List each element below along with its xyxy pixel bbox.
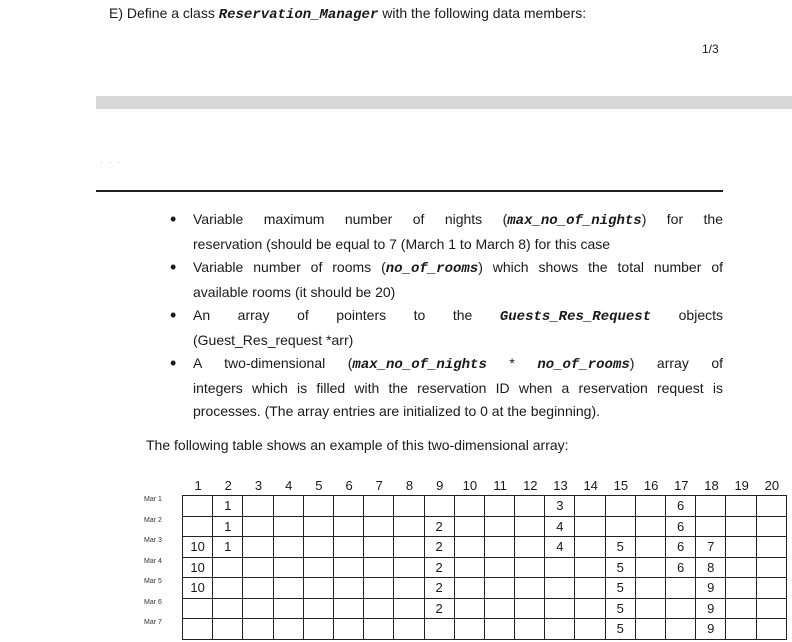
- row-label: Mar 6: [144, 598, 162, 606]
- page-divider-band: [96, 96, 792, 109]
- table-cell: [666, 578, 696, 599]
- exercise-heading: [109, 5, 586, 23]
- table-cell: [454, 557, 484, 578]
- table-cell: 8: [696, 557, 726, 578]
- table-cell: 10: [183, 537, 213, 558]
- table-cell: 5: [605, 578, 635, 599]
- table-cell: [726, 537, 756, 558]
- table-cell: [454, 496, 484, 517]
- table-cell: [635, 557, 665, 578]
- table-cell: 3: [545, 496, 575, 517]
- table-cell: [575, 496, 605, 517]
- table-cell: [243, 619, 273, 640]
- column-header: 5: [315, 478, 323, 493]
- table-cell: [243, 557, 273, 578]
- column-header: 1: [194, 478, 202, 493]
- table-cell: [484, 598, 514, 619]
- table-cell: [364, 496, 394, 517]
- table-cell: [696, 516, 726, 537]
- bullet-line: processes. (The array entries are initialized to 0 at the beginning).: [193, 403, 600, 419]
- table-cell: [333, 537, 363, 558]
- table-cell: 1: [213, 516, 243, 537]
- identifier-max-no-of-nights: max_no_of_nights: [352, 357, 487, 373]
- table-cell: [726, 578, 756, 599]
- table-cell: [333, 496, 363, 517]
- heading-suffix: with the following data members:: [378, 5, 587, 21]
- table-cell: 5: [605, 537, 635, 558]
- table-cell: [394, 598, 424, 619]
- table-cell: [273, 496, 303, 517]
- table-cell: [394, 496, 424, 517]
- table-cell: [333, 598, 363, 619]
- table-cell: [364, 619, 394, 640]
- table-cell: [454, 537, 484, 558]
- heading-prefix: E) Define a class: [109, 5, 219, 21]
- table-cell: [726, 516, 756, 537]
- table-cell: [183, 496, 213, 517]
- table-cell: 2: [424, 557, 454, 578]
- table-row: [183, 537, 787, 558]
- table-cell: [213, 619, 243, 640]
- bullet-line: • Variable number of rooms (no_of_rooms) which shows the total number of: [193, 259, 723, 277]
- table-cell: [213, 578, 243, 599]
- table-cell: [515, 496, 545, 517]
- column-header: 20: [764, 478, 780, 493]
- table-cell: [726, 619, 756, 640]
- table-cell: 5: [605, 598, 635, 619]
- table-cell: [303, 537, 333, 558]
- table-cell: 6: [666, 516, 696, 537]
- table-cell: [333, 516, 363, 537]
- table-cell: [575, 578, 605, 599]
- page-number: 1/3: [702, 42, 719, 56]
- table-cell: [515, 619, 545, 640]
- table-cell: [183, 619, 213, 640]
- table-cell: [394, 578, 424, 599]
- table-caption: The following table shows an example of this two-dimensional array:: [146, 437, 569, 453]
- table-cell: [726, 496, 756, 517]
- table-cell: [545, 619, 575, 640]
- table-cell: [303, 516, 333, 537]
- column-header: 3: [254, 478, 263, 493]
- table-cell: [605, 496, 635, 517]
- column-header: 2: [224, 478, 232, 493]
- table-cell: [545, 557, 575, 578]
- table-cell: [484, 619, 514, 640]
- table-cell: 1: [213, 496, 243, 517]
- column-header: 15: [613, 478, 629, 493]
- table-cell: [575, 537, 605, 558]
- table-cell: 6: [666, 537, 696, 558]
- row-label: Mar 3: [144, 537, 162, 544]
- table-row: [183, 598, 787, 619]
- table-cell: [424, 619, 454, 640]
- table-cell: [364, 516, 394, 537]
- table-cell: [333, 619, 363, 640]
- column-header: 18: [704, 478, 719, 493]
- table-cell: [243, 496, 273, 517]
- column-header: 9: [436, 478, 444, 493]
- table-cell: 9: [696, 598, 726, 619]
- identifier-no-of-rooms: no_of_rooms: [385, 261, 479, 277]
- table-cell: 5: [605, 557, 635, 578]
- table-cell: [213, 557, 243, 578]
- bullet-line: integers which is filled with the reservation ID when a reservation request is: [193, 380, 723, 396]
- table-cell: [273, 516, 303, 537]
- table-cell: [454, 598, 484, 619]
- column-header: 13: [553, 478, 568, 493]
- table-row: [183, 557, 787, 578]
- table-cell: [333, 557, 363, 578]
- table-row: [183, 496, 787, 517]
- table-cell: [243, 516, 273, 537]
- table-cell: [696, 496, 726, 517]
- table-cell: [605, 516, 635, 537]
- table-cell: [243, 598, 273, 619]
- table-cell: [364, 557, 394, 578]
- table-cell: [303, 557, 333, 578]
- table-row: [183, 619, 787, 640]
- table-cell: [273, 557, 303, 578]
- table-cell: [635, 496, 665, 517]
- table-cell: [635, 578, 665, 599]
- table-cell: [515, 537, 545, 558]
- table-cell: [635, 537, 665, 558]
- table-cell: 4: [545, 516, 575, 537]
- table-cell: [484, 516, 514, 537]
- table-row: [183, 516, 787, 537]
- bullet-line: reservation (should be equal to 7 (March 1 to March 8) for this case: [193, 236, 611, 252]
- table-cell: [243, 537, 273, 558]
- bullet-line: (Guest_Res_request *arr): [193, 332, 354, 348]
- table-cell: 9: [696, 619, 726, 640]
- column-header: 17: [674, 478, 689, 493]
- bullet-item: [168, 208, 723, 256]
- table-cell: [756, 537, 786, 558]
- column-header: 12: [523, 478, 538, 493]
- table-cell: [756, 496, 786, 517]
- table-cell: [333, 578, 363, 599]
- table-cell: [183, 598, 213, 619]
- table-cell: [545, 598, 575, 619]
- table-cell: [243, 578, 273, 599]
- table-cell: 5: [605, 619, 635, 640]
- table-cell: 10: [183, 578, 213, 599]
- table-cell: 1: [213, 537, 243, 558]
- table-cell: [484, 557, 514, 578]
- table-cell: [273, 619, 303, 640]
- bullet-line: available rooms (it should be 20): [193, 284, 396, 300]
- table-cell: [364, 537, 394, 558]
- row-label: Mar 7: [144, 619, 162, 626]
- section-rule: [96, 190, 723, 192]
- table-cell: [575, 598, 605, 619]
- table-row: [183, 578, 787, 599]
- column-header: 19: [734, 478, 749, 493]
- table-cell: 10: [183, 557, 213, 578]
- bullet-line: • A two-dimensional (max_no_of_nights * no_of_rooms) array of: [193, 355, 724, 373]
- scan-artifact: · · ·: [100, 158, 123, 167]
- table-cell: [515, 557, 545, 578]
- table-cell: [545, 578, 575, 599]
- table-cell: [635, 598, 665, 619]
- table-cell: [364, 598, 394, 619]
- table-cell: [303, 619, 333, 640]
- table-cell: 4: [545, 537, 575, 558]
- row-label: Mar 1: [144, 496, 162, 503]
- table-cell: [303, 496, 333, 517]
- table-cell: [484, 496, 514, 517]
- table-cell: 7: [696, 537, 726, 558]
- table-cell: [756, 516, 786, 537]
- table-cell: [726, 598, 756, 619]
- table-cell: [213, 598, 243, 619]
- table-cell: [394, 516, 424, 537]
- bullet-line: • Variable maximum number of nights (max_no_of_nights) for the: [193, 211, 723, 229]
- bullet-item: [168, 304, 723, 352]
- column-header: 10: [462, 478, 478, 493]
- table-cell: [756, 557, 786, 578]
- table-cell: [666, 619, 696, 640]
- bullet-item: [168, 256, 723, 304]
- table-cell: [273, 537, 303, 558]
- table-cell: [635, 619, 665, 640]
- column-header: 4: [285, 478, 293, 493]
- row-label: Mar 4: [144, 557, 162, 565]
- class-name: Reservation_Manager: [218, 7, 379, 23]
- reservation-array-table: [182, 495, 787, 640]
- row-label: Mar 5: [144, 578, 162, 585]
- table-cell: 2: [424, 598, 454, 619]
- column-header: 8: [405, 478, 414, 493]
- bullet-item: [168, 352, 723, 423]
- table-cell: 9: [696, 578, 726, 599]
- row-label: Mar 2: [144, 516, 162, 524]
- table-cell: 2: [424, 578, 454, 599]
- column-header: 11: [493, 478, 507, 493]
- identifier-guests-res-request: Guests_Res_Request: [499, 309, 652, 325]
- identifier-max-no-of-nights: max_no_of_nights: [507, 213, 642, 229]
- table-cell: [394, 619, 424, 640]
- table-cell: [454, 516, 484, 537]
- table-cell: [575, 619, 605, 640]
- table-cell: [515, 516, 545, 537]
- table-cell: [515, 578, 545, 599]
- table-cell: 6: [666, 496, 696, 517]
- table-cell: [575, 516, 605, 537]
- table-cell: [726, 557, 756, 578]
- table-cell: [364, 578, 394, 599]
- data-member-list: [168, 208, 723, 423]
- table-cell: [484, 537, 514, 558]
- identifier-no-of-rooms: no_of_rooms: [537, 357, 630, 373]
- table-cell: [424, 496, 454, 517]
- table-cell: [484, 578, 514, 599]
- table-cell: 6: [666, 557, 696, 578]
- table-cell: [394, 557, 424, 578]
- table-cell: [756, 598, 786, 619]
- column-header: 16: [643, 478, 659, 493]
- table-cell: [575, 557, 605, 578]
- table-cell: [454, 619, 484, 640]
- table-cell: [183, 516, 213, 537]
- bullet-line: • An array of pointers to the Guests_Res_Request objects: [193, 307, 724, 325]
- table-cell: [303, 578, 333, 599]
- table-cell: [454, 578, 484, 599]
- table-cell: [756, 619, 786, 640]
- column-header: 6: [345, 478, 353, 493]
- table-cell: [303, 598, 333, 619]
- table-cell: [273, 578, 303, 599]
- table-cell: [394, 537, 424, 558]
- table-cell: 2: [424, 516, 454, 537]
- column-header: 7: [375, 478, 383, 493]
- table-cell: 2: [424, 537, 454, 558]
- table-cell: [273, 598, 303, 619]
- table-cell: [515, 598, 545, 619]
- table-cell: [635, 516, 665, 537]
- column-header: 14: [583, 478, 598, 493]
- table-cell: [666, 598, 696, 619]
- table-cell: [756, 578, 786, 599]
